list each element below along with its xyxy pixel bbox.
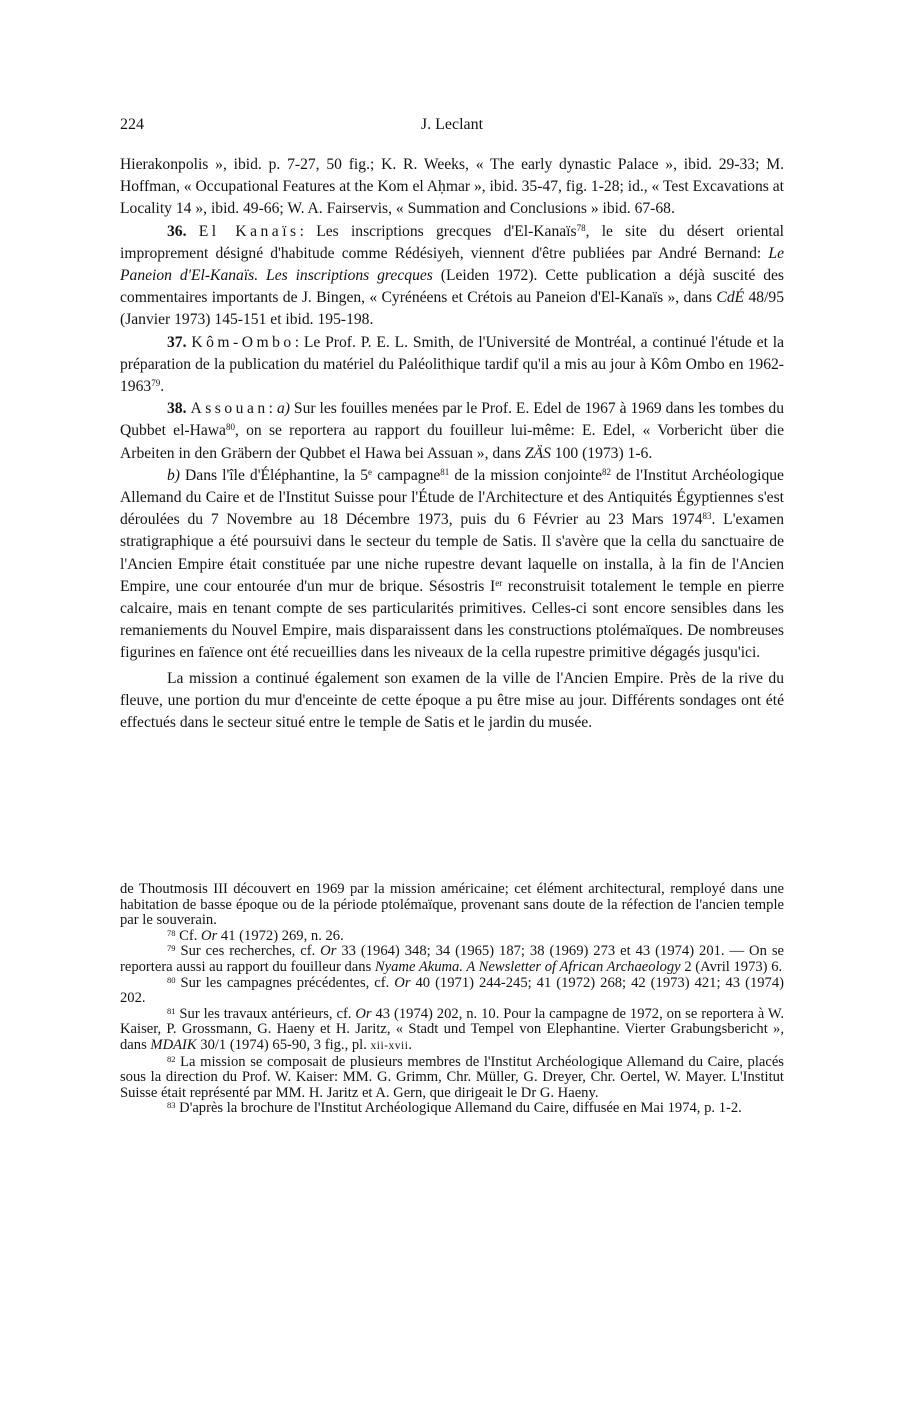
plate-range: xii-xvii: [370, 1039, 409, 1052]
text: 48/95 (Janvier 1973) 145-151 et ibid. 195-198.: [120, 289, 784, 329]
ordinal-suffix: e: [368, 466, 373, 477]
paragraph-continuation: Hierakonpolis », ibid. p. 7-27, 50 fig.; K. R. Weeks, « The early dynastic Palace », ibid. 29-33; M. Hoffman, « Occupational Features at the Kom el Aḥmar », ibid. 35-47, fig. 1-28; id., « Test Excavations at Locality 14 », ibid. 49-66; W. A. Fairservis, « Summation and Conclusions » ibid. 67-68.: [120, 156, 784, 218]
journal-abbrev: Or: [394, 974, 411, 991]
footnote-79: [120, 944, 784, 975]
section-37: [120, 332, 784, 399]
journal-abbrev: Or: [320, 943, 337, 960]
page-header: [120, 116, 784, 138]
text: La mission se composait de plusieurs membres de l'Institut Archéologique Allemand du Caire, placés sous la direction du Prof. W. Kaiser: MM. G. Grimm, Chr. Müller, G. Dreyer, Chr. Oertel, W. Mayer. L'Institut Suisse était représenté par MM. H. Jaritz et A. Gern, que dirigeait le Dr G. Haeny.: [120, 1053, 784, 1101]
text: .: [408, 1036, 413, 1053]
text: . L'examen stratigraphique a été poursuivi dans le secteur du temple de Satis. Il s'avère que la cella du sanctuaire de l'Ancien Empire était constituée par une niche rupestre devant laquelle on installa, à la fin de l'Ancien Empire, une cour entourée d'un mur de brique. Sésostris I: [120, 511, 784, 595]
journal-title: ZÄS: [524, 444, 551, 462]
footnote-number: 78: [167, 927, 176, 938]
footnote-number: 83: [167, 1100, 176, 1111]
site-name: Assouan: [190, 400, 269, 418]
text: Cf.: [175, 927, 202, 944]
text: :: [268, 400, 277, 418]
site-name: Kôm-Ombo: [191, 333, 295, 351]
page-number: 224: [120, 116, 144, 133]
ordinal-suffix: er: [495, 577, 503, 588]
running-title: J. Leclant: [420, 116, 484, 133]
text: D'après la brochure de l'Institut Archéologique Allemand du Caire, diffusée en Mai 1974, p. 1-2.: [175, 1100, 742, 1117]
text: 30/1 (1974) 65-90, 3 fig., pl.: [196, 1036, 371, 1053]
footnote-78: [120, 929, 784, 945]
footnote-83: [120, 1101, 784, 1117]
text: , on se reportera au rapport du fouilleur lui-même: E. Edel, « Vorbericht über die Arbeiten in den Gräbern der Qubbet el Hawa bei Assuan », dans: [120, 422, 784, 462]
section-number: 38.: [167, 400, 187, 418]
text: reconstruisit totalement le temple en pierre calcaire, mais en tenant compte de ses particularités primitives. Celles-ci sont encore sensibles dans les remaniements du Nouvel Empire, mais disparaissent dans les constructions ptolémaïques. De nombreuses figurines en faïence ont été recueillies dans les niveaux de la cella rupestre primitive dégagés jusqu'ici.: [120, 577, 784, 662]
section-36: [120, 221, 784, 332]
section-number: 36.: [167, 222, 187, 240]
footnote-ref[interactable]: 79: [151, 378, 161, 389]
text: Sur les travaux antérieurs, cf.: [175, 1005, 356, 1022]
section-number: 37.: [167, 333, 187, 351]
book-title: Le Paneion d'El-Kanaïs. Les inscriptions grecques: [120, 244, 784, 285]
item-marker: a): [276, 400, 290, 418]
footnote-81: [120, 1007, 784, 1055]
footnote-ref[interactable]: 81: [440, 466, 450, 477]
footnote-number: 82: [167, 1053, 176, 1064]
text: : Le Prof. P. E. L. Smith, de l'Université de Montréal, a continué l'étude et la préparation de la publication du matériel du Paléolithique tardif qu'il a mis au jour à Kôm Ombo en 1962-1963: [120, 333, 784, 396]
text: , le site du désert oriental improprement désigné d'habitude comme Rédésiyeh, viennent d'être publiées par André Bernand:: [120, 222, 784, 262]
journal-abbrev: MDAIK: [150, 1036, 197, 1053]
text: de la mission conjointe: [449, 466, 602, 484]
text: Sur les campagnes précédentes, cf.: [175, 974, 395, 991]
footnote-80: [120, 976, 784, 1007]
text: campagne: [372, 466, 441, 484]
text: 43 (1974) 202, n. 10. Pour la campagne de 1972, on se reportera à W. Kaiser, P. Grossmann, G. Haeny et H. Jaritz, « Stadt und Tempel von Elephantine. Vierter Grabungsbericht », dans: [120, 1005, 784, 1053]
section-38-b: [120, 465, 784, 665]
footnote-ref[interactable]: 80: [225, 422, 235, 433]
footnote-number: 80: [167, 974, 176, 985]
journal-title: Nyame Akuma. A Newsletter of African Archaeology: [374, 958, 681, 975]
footnote-ref[interactable]: 83: [702, 511, 712, 522]
text: 41 (1972) 269, n. 26.: [217, 927, 344, 944]
footnote-ref[interactable]: 78: [576, 222, 586, 233]
item-marker: b): [167, 466, 180, 484]
text: Sur les fouilles menées par le Prof. E. Edel de 1967 à 1969 dans les tombes du Qubbet el-Hawa: [120, 400, 784, 440]
footnote-number: 81: [167, 1005, 176, 1016]
text: Sur ces recherches, cf.: [175, 943, 321, 960]
journal-abbrev: Or: [201, 927, 218, 944]
text: .: [160, 378, 165, 396]
text: 33 (1964) 348; 34 (1965) 187; 38 (1969) 273 et 43 (1974) 201. — On se reportera aussi au rapport du fouilleur dans: [120, 943, 784, 975]
footnotes: [120, 882, 784, 1117]
text: 100 (1973) 1-6.: [550, 444, 653, 462]
main-text: [120, 154, 784, 734]
footnote-continuation: de Thoutmosis III découvert en 1969 par la mission américaine; cet élément architectural, remployé dans une habitation de basse époque ou de la période ptolémaïque, provenant sans doute de la réfection de l'ancien temple par le souverain.: [120, 881, 784, 929]
footnote-ref[interactable]: 82: [602, 466, 611, 477]
site-name: El Kanaïs: [198, 222, 300, 240]
text: 2 (Avril 1973) 6.: [680, 958, 783, 975]
paragraph-mission: La mission a continué également son examen de la ville de l'Ancien Empire. Près de la rive du fleuve, une portion du mur d'enceinte de cette époque a pu être mise au jour. Différents sondages ont été effectués dans le secteur situé entre le temple de Satis et le jardin du musée.: [120, 669, 784, 732]
section-38: [120, 398, 784, 465]
footnote-82: [120, 1055, 784, 1102]
text: de l'Institut Archéologique Allemand du Caire et de l'Institut Suisse pour l'Étude de l'Architecture et des Antiquités Égyptiennes s'est déroulées du 7 Novembre au 18 Décembre 1973, puis du 6 Février au 23 Mars 1974: [120, 466, 784, 529]
journal-title: CdÉ: [716, 289, 745, 307]
journal-abbrev: Or: [355, 1005, 372, 1022]
footnote-number: 79: [167, 943, 176, 954]
text: 40 (1971) 244-245; 41 (1972) 268; 42 (1973) 421; 43 (1974) 202.: [120, 974, 784, 1007]
text: Dans l'île d'Éléphantine, la 5: [180, 466, 369, 484]
text: (Leiden 1972). Cette publication a déjà suscité des commentaires importants de J. Bingen, « Cyrénéens et Crétois au Paneion d'El-Kanaïs », dans: [120, 267, 784, 307]
text: : Les inscriptions grecques d'El-Kanaïs: [299, 222, 577, 240]
